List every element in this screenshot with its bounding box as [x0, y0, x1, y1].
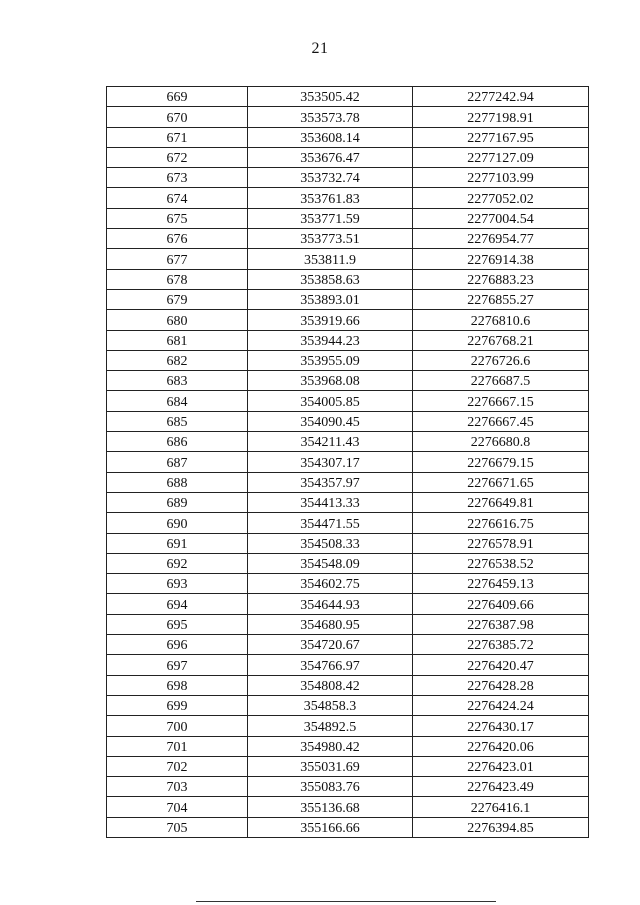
- table-row: [107, 574, 589, 594]
- x-coordinate-cell: 354307.17: [248, 452, 413, 472]
- point-number-cell: 687: [107, 452, 248, 472]
- table-row: [107, 127, 589, 147]
- table-row: [107, 635, 589, 655]
- x-coordinate-cell: 354413.33: [248, 492, 413, 512]
- y-coordinate-cell: 2276768.21: [413, 330, 589, 350]
- x-coordinate-cell: 354005.85: [248, 391, 413, 411]
- point-number-cell: 672: [107, 147, 248, 167]
- point-number-cell: 704: [107, 797, 248, 817]
- point-number-cell: 700: [107, 716, 248, 736]
- x-coordinate-cell: 354090.45: [248, 411, 413, 431]
- y-coordinate-cell: 2276409.66: [413, 594, 589, 614]
- point-number-cell: 702: [107, 756, 248, 776]
- point-number-cell: 677: [107, 249, 248, 269]
- point-number-cell: 697: [107, 655, 248, 675]
- y-coordinate-cell: 2276679.15: [413, 452, 589, 472]
- point-number-cell: 698: [107, 675, 248, 695]
- point-number-cell: 693: [107, 574, 248, 594]
- y-coordinate-cell: 2276428.28: [413, 675, 589, 695]
- table-row: [107, 513, 589, 533]
- table-row: [107, 168, 589, 188]
- x-coordinate-cell: 355136.68: [248, 797, 413, 817]
- point-number-cell: 688: [107, 472, 248, 492]
- point-number-cell: 692: [107, 553, 248, 573]
- x-coordinate-cell: 355031.69: [248, 756, 413, 776]
- x-coordinate-cell: 354766.97: [248, 655, 413, 675]
- point-number-cell: 695: [107, 614, 248, 634]
- point-number-cell: 689: [107, 492, 248, 512]
- table-row: [107, 350, 589, 370]
- x-coordinate-cell: 354720.67: [248, 635, 413, 655]
- y-coordinate-cell: 2276416.1: [413, 797, 589, 817]
- table-row: [107, 675, 589, 695]
- x-coordinate-cell: 354680.95: [248, 614, 413, 634]
- table-row: [107, 249, 589, 269]
- coordinates-table: [106, 86, 589, 838]
- table-row: [107, 411, 589, 431]
- y-coordinate-cell: 2276954.77: [413, 229, 589, 249]
- point-number-cell: 670: [107, 107, 248, 127]
- point-number-cell: 684: [107, 391, 248, 411]
- table-row: [107, 695, 589, 715]
- y-coordinate-cell: 2276616.75: [413, 513, 589, 533]
- x-coordinate-cell: 355083.76: [248, 777, 413, 797]
- y-coordinate-cell: 2276680.8: [413, 432, 589, 452]
- table-row: [107, 147, 589, 167]
- point-number-cell: 680: [107, 310, 248, 330]
- x-coordinate-cell: 353773.51: [248, 229, 413, 249]
- y-coordinate-cell: 2277198.91: [413, 107, 589, 127]
- x-coordinate-cell: 353944.23: [248, 330, 413, 350]
- table-row: [107, 492, 589, 512]
- page-number: 21: [311, 40, 329, 57]
- point-number-cell: 691: [107, 533, 248, 553]
- y-coordinate-cell: 2276538.52: [413, 553, 589, 573]
- y-coordinate-cell: 2276385.72: [413, 635, 589, 655]
- point-number-cell: 674: [107, 188, 248, 208]
- y-coordinate-cell: 2277127.09: [413, 147, 589, 167]
- table-body: [107, 87, 589, 838]
- table-row: [107, 269, 589, 289]
- point-number-cell: 690: [107, 513, 248, 533]
- x-coordinate-cell: 353732.74: [248, 168, 413, 188]
- table-row: [107, 371, 589, 391]
- table-row: [107, 777, 589, 797]
- table-row: [107, 553, 589, 573]
- y-coordinate-cell: 2276423.01: [413, 756, 589, 776]
- table-row: [107, 87, 589, 107]
- x-coordinate-cell: 353919.66: [248, 310, 413, 330]
- y-coordinate-cell: 2276726.6: [413, 350, 589, 370]
- y-coordinate-cell: 2276394.85: [413, 817, 589, 837]
- x-coordinate-cell: 354858.3: [248, 695, 413, 715]
- x-coordinate-cell: 354471.55: [248, 513, 413, 533]
- y-coordinate-cell: 2276687.5: [413, 371, 589, 391]
- point-number-cell: 694: [107, 594, 248, 614]
- x-coordinate-cell: 354357.97: [248, 472, 413, 492]
- x-coordinate-cell: 353893.01: [248, 289, 413, 309]
- x-coordinate-cell: 353573.78: [248, 107, 413, 127]
- x-coordinate-cell: 355166.66: [248, 817, 413, 837]
- x-coordinate-cell: 354980.42: [248, 736, 413, 756]
- point-number-cell: 701: [107, 736, 248, 756]
- point-number-cell: 673: [107, 168, 248, 188]
- point-number-cell: 705: [107, 817, 248, 837]
- y-coordinate-cell: 2277103.99: [413, 168, 589, 188]
- y-coordinate-cell: 2276424.24: [413, 695, 589, 715]
- table-row: [107, 736, 589, 756]
- y-coordinate-cell: 2276430.17: [413, 716, 589, 736]
- y-coordinate-cell: 2277242.94: [413, 87, 589, 107]
- y-coordinate-cell: 2276649.81: [413, 492, 589, 512]
- point-number-cell: 703: [107, 777, 248, 797]
- point-number-cell: 671: [107, 127, 248, 147]
- point-number-cell: 681: [107, 330, 248, 350]
- y-coordinate-cell: 2276667.45: [413, 411, 589, 431]
- table-row: [107, 716, 589, 736]
- y-coordinate-cell: 2276420.06: [413, 736, 589, 756]
- point-number-cell: 685: [107, 411, 248, 431]
- point-number-cell: 683: [107, 371, 248, 391]
- x-coordinate-cell: 353858.63: [248, 269, 413, 289]
- y-coordinate-cell: 2276420.47: [413, 655, 589, 675]
- table-row: [107, 452, 589, 472]
- point-number-cell: 669: [107, 87, 248, 107]
- point-number-cell: 679: [107, 289, 248, 309]
- x-coordinate-cell: 354508.33: [248, 533, 413, 553]
- table-row: [107, 289, 589, 309]
- y-coordinate-cell: 2277052.02: [413, 188, 589, 208]
- table-row: [107, 817, 589, 837]
- point-number-cell: 686: [107, 432, 248, 452]
- table-row: [107, 229, 589, 249]
- table-row: [107, 533, 589, 553]
- y-coordinate-cell: 2276387.98: [413, 614, 589, 634]
- x-coordinate-cell: 354808.42: [248, 675, 413, 695]
- point-number-cell: 676: [107, 229, 248, 249]
- y-coordinate-cell: 2276667.15: [413, 391, 589, 411]
- y-coordinate-cell: 2276914.38: [413, 249, 589, 269]
- x-coordinate-cell: 353608.14: [248, 127, 413, 147]
- x-coordinate-cell: 353811.9: [248, 249, 413, 269]
- x-coordinate-cell: 353968.08: [248, 371, 413, 391]
- point-number-cell: 682: [107, 350, 248, 370]
- table-row: [107, 188, 589, 208]
- x-coordinate-cell: 353761.83: [248, 188, 413, 208]
- table-row: [107, 655, 589, 675]
- point-number-cell: 675: [107, 208, 248, 228]
- x-coordinate-cell: 354602.75: [248, 574, 413, 594]
- table-row: [107, 756, 589, 776]
- y-coordinate-cell: 2276883.23: [413, 269, 589, 289]
- y-coordinate-cell: 2276671.65: [413, 472, 589, 492]
- point-number-cell: 699: [107, 695, 248, 715]
- x-coordinate-cell: 353771.59: [248, 208, 413, 228]
- x-coordinate-cell: 353955.09: [248, 350, 413, 370]
- x-coordinate-cell: 354892.5: [248, 716, 413, 736]
- y-coordinate-cell: 2276810.6: [413, 310, 589, 330]
- y-coordinate-cell: 2276459.13: [413, 574, 589, 594]
- table-row: [107, 614, 589, 634]
- y-coordinate-cell: 2277167.95: [413, 127, 589, 147]
- x-coordinate-cell: 354644.93: [248, 594, 413, 614]
- y-coordinate-cell: 2276855.27: [413, 289, 589, 309]
- y-coordinate-cell: 2276423.49: [413, 777, 589, 797]
- y-coordinate-cell: 2276578.91: [413, 533, 589, 553]
- x-coordinate-cell: 354548.09: [248, 553, 413, 573]
- point-number-cell: 678: [107, 269, 248, 289]
- bottom-rule: [196, 901, 496, 902]
- table-row: [107, 594, 589, 614]
- table-row: [107, 208, 589, 228]
- x-coordinate-cell: 353505.42: [248, 87, 413, 107]
- table-row: [107, 330, 589, 350]
- table-row: [107, 432, 589, 452]
- table-row: [107, 107, 589, 127]
- table-row: [107, 391, 589, 411]
- table-row: [107, 797, 589, 817]
- x-coordinate-cell: 353676.47: [248, 147, 413, 167]
- y-coordinate-cell: 2277004.54: [413, 208, 589, 228]
- x-coordinate-cell: 354211.43: [248, 432, 413, 452]
- point-number-cell: 696: [107, 635, 248, 655]
- table-row: [107, 310, 589, 330]
- table-row: [107, 472, 589, 492]
